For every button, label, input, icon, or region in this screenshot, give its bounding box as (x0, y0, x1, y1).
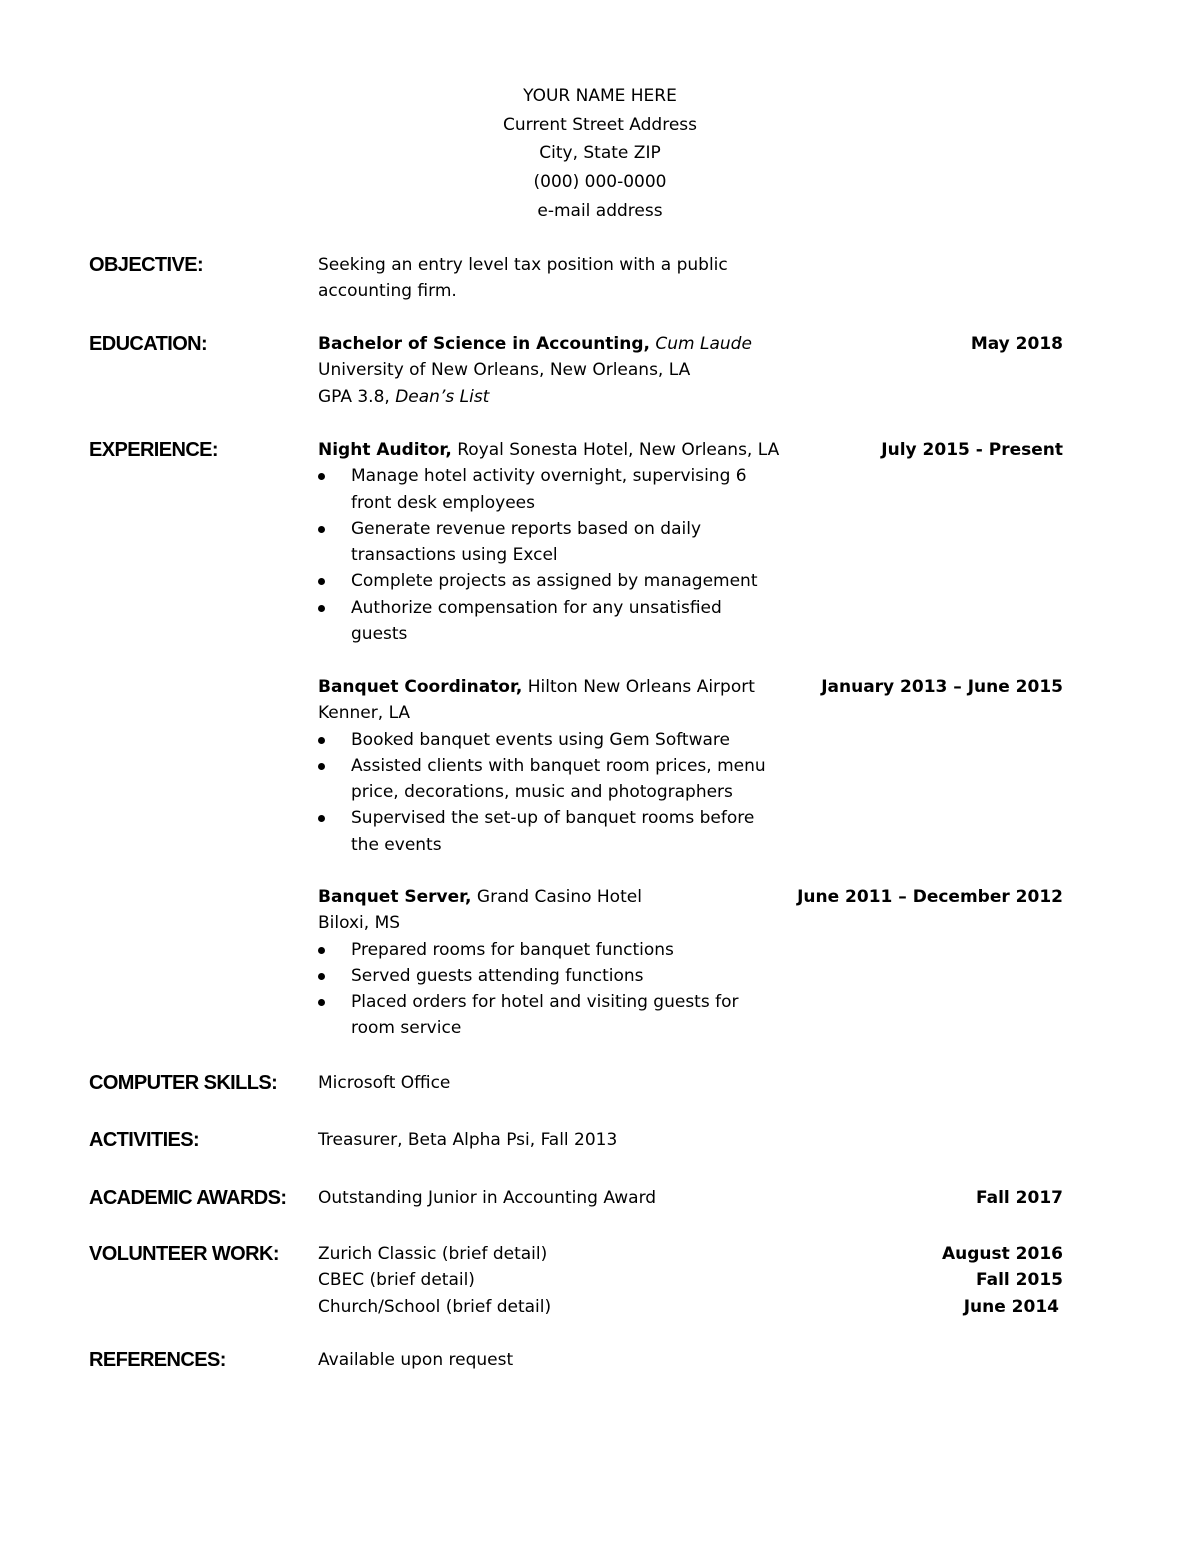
duty-text: Generate revenue reports based on daily transactions using Excel (351, 518, 702, 566)
section-heading: EDUCATION: (89, 333, 208, 355)
volunteer-item: Church/School (brief detail) (318, 1296, 552, 1317)
name: YOUR NAME HERE (523, 86, 677, 106)
volunteer-dates (942, 1241, 1063, 1320)
list-item (318, 568, 781, 594)
section-heading: OBJECTIVE: (89, 254, 204, 276)
volunteer-date: August 2016 (941, 1244, 1063, 1264)
volunteer-date: Fall 2015 (976, 1270, 1063, 1291)
volunteer-item: CBEC (brief detail) (318, 1270, 475, 1291)
phone: (000) 000-0000 (533, 172, 667, 193)
job-title-line (318, 674, 788, 700)
volunteer-date: June 2014 (963, 1296, 1059, 1317)
section-heading: COMPUTER SKILLS: (89, 1072, 278, 1094)
job-location: Biloxi, MS (318, 913, 401, 934)
degree-line (318, 331, 788, 357)
award-date: Fall 2017 (976, 1188, 1063, 1208)
list-item (318, 516, 781, 569)
job-date: July 2015 - Present (881, 440, 1063, 460)
job-location: Kenner, LA (318, 703, 411, 724)
employer: Grand Casino Hotel (476, 887, 642, 907)
section-body (318, 1241, 788, 1320)
duty-text: Authorize compensation for any unsatisfied guests (351, 597, 722, 645)
duty-text: Manage hotel activity overnight, supervising 6 front desk employees (351, 466, 747, 513)
list-item (318, 595, 781, 648)
employer: Hilton New Orleans Airport (527, 677, 755, 697)
section-body (318, 1347, 788, 1373)
job-date: June 2011 – December 2012 (797, 887, 1063, 907)
job-title: Banquet Coordinator, (318, 677, 523, 697)
section-heading: VOLUNTEER WORK: (89, 1243, 279, 1265)
objective-text (318, 252, 788, 305)
section-heading: ACTIVITIES: (89, 1129, 200, 1151)
employer: Royal Sonesta Hotel, New Orleans, LA (457, 440, 780, 460)
section-heading: ACADEMIC AWARDS: (89, 1187, 287, 1209)
job-body (318, 674, 788, 858)
city-state-zip: City, State ZIP (539, 143, 661, 164)
bullet-icon (318, 605, 325, 612)
section-heading: EXPERIENCE: (89, 439, 218, 461)
school: University of New Orleans, New Orleans, LA (318, 360, 691, 381)
duty-text: Served guests attending functions (351, 965, 644, 986)
list-item (318, 989, 781, 1042)
contact-header (0, 82, 1200, 226)
award-text: Outstanding Junior in Accounting Award (318, 1188, 657, 1208)
job-title-line (318, 884, 788, 910)
bullet-icon (318, 947, 325, 954)
skills-text: Microsoft Office (318, 1073, 451, 1093)
job-title: Banquet Server, (318, 887, 472, 907)
job-date: January 2013 – June 2015 (821, 677, 1063, 697)
list-item (318, 727, 781, 753)
objective-line: Seeking an entry level tax position with a public (318, 255, 728, 275)
job-title: Night Auditor, (318, 440, 452, 460)
duty-text: Placed orders for hotel and visiting guests for room service (351, 992, 739, 1039)
education-body (318, 331, 788, 410)
bullet-icon (318, 815, 325, 822)
list-item (318, 463, 781, 516)
activities-text: Treasurer, Beta Alpha Psi, Fall 2013 (318, 1130, 618, 1150)
duty-text: Booked banquet events using Gem Software (351, 729, 730, 750)
honor: Cum Laude (655, 334, 752, 354)
list-item (318, 937, 781, 963)
bullet-icon (318, 973, 325, 980)
duty-text: Assisted clients with banquet room prices, menu price, decorations, music and photographers (351, 755, 766, 803)
street-address: Current Street Address (502, 114, 697, 135)
bullet-icon (318, 473, 325, 480)
volunteer-item: Zurich Classic (brief detail) (318, 1244, 548, 1264)
job-body (318, 437, 788, 647)
education-date: May 2018 (970, 334, 1063, 354)
job-duties (318, 727, 788, 858)
bullet-icon (318, 999, 325, 1006)
bullet-icon (318, 763, 325, 770)
section-body (318, 1127, 788, 1153)
section-heading: REFERENCES: (89, 1349, 226, 1371)
job-title-line (318, 437, 788, 463)
duty-text: Prepared rooms for banquet functions (351, 939, 674, 960)
objective-line: accounting firm. (318, 281, 457, 302)
degree: Bachelor of Science in Accounting, (318, 334, 650, 354)
bullet-icon (318, 737, 325, 744)
gpa: GPA 3.8, (318, 386, 390, 407)
duty-text: Supervised the set-up of banquet rooms before the events (351, 808, 755, 855)
job-body (318, 884, 788, 1042)
list-item (318, 963, 781, 989)
job-duties (318, 937, 788, 1042)
gpa-line (318, 384, 788, 410)
deans-list: Dean’s List (395, 386, 490, 407)
references-text: Available upon request (318, 1350, 514, 1370)
list-item (318, 805, 781, 858)
job-duties (318, 463, 788, 647)
bullet-icon (318, 578, 325, 585)
list-item (318, 753, 781, 806)
section-body (318, 1070, 788, 1096)
bullet-icon (318, 526, 325, 533)
email: e-mail address (537, 200, 663, 221)
section-body (318, 1185, 788, 1211)
duty-text: Complete projects as assigned by management (351, 571, 758, 592)
